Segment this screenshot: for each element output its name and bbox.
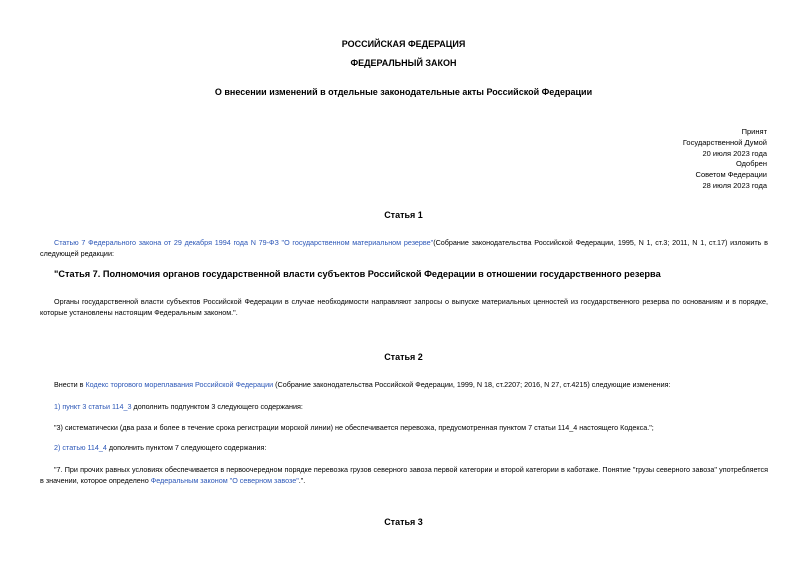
approval-line: Советом Федерации bbox=[695, 170, 767, 180]
paragraph-text: Внести в bbox=[54, 380, 86, 389]
article-1-paragraph-1 bbox=[40, 238, 768, 259]
maritime-code-link[interactable]: Кодекс торгового мореплавания Российской Федерации bbox=[85, 380, 274, 389]
item-number: 2) bbox=[54, 443, 63, 452]
adoption-line: Государственной Думой bbox=[682, 137, 767, 147]
article-1-heading: Статья 1 bbox=[384, 210, 423, 220]
article-2-heading: Статья 2 bbox=[384, 352, 423, 362]
adoption-line: Принят bbox=[741, 127, 767, 136]
law-title: О внесении изменений в отдельные законодательные акты Российской Федерации bbox=[214, 87, 593, 97]
article-2-item-2 bbox=[40, 443, 768, 454]
paragraph-text: (Собрание законодательства Российской Федерации, 1999, N 18, ст.2207; 2016, N 27, ст.4215) следующие изменения: bbox=[273, 380, 671, 389]
adoption-date: 20 июля 2023 года bbox=[702, 148, 767, 158]
paragraph-text: (Собрание законодательства Российской Федерации, 1995, N 1, ст.3; 2011, N 1, ст.17) изложить в следующей редакции: bbox=[40, 238, 768, 258]
doc-type-heading: ФЕДЕРАЛЬНЫЙ ЗАКОН bbox=[350, 58, 457, 68]
paragraph-text: дополнить подпунктом 3 следующего содержания: bbox=[131, 402, 303, 411]
article-2-subitem-3: "3) систематически (два раза и более в течение срока регистрации морской линии) не обеспечивается перевозка, предусмотренная пунктом 7 статьи 114_4 настоящего Кодекса."; bbox=[54, 423, 654, 432]
approval-line: Одобрен bbox=[736, 159, 767, 169]
country-heading: РОССИЙСКАЯ ФЕДЕРАЦИЯ bbox=[341, 39, 466, 49]
law-79fz-link[interactable]: Статью 7 Федерального закона от 29 декабря 1994 года N 79-ФЗ "О государственном материальном резерве" bbox=[54, 238, 434, 247]
article-114-4-link[interactable]: статью 114_4 bbox=[62, 443, 107, 452]
paragraph-text: дополнить пунктом 7 следующего содержания: bbox=[106, 443, 267, 452]
item-number: 1) bbox=[54, 402, 63, 411]
paragraph-text: "7. При прочих равных условиях обеспечивается в первоочередном порядке перевозка грузов северного завоза первой категории и второй категории в каботаже. Понятие "грузы северного завоза" употребляется в значении, которое определено bbox=[40, 465, 768, 485]
article-2-item-1 bbox=[40, 402, 768, 413]
approval-date: 28 июля 2023 года bbox=[702, 180, 767, 190]
adoption-block bbox=[567, 127, 767, 192]
article-2-point-7 bbox=[40, 465, 768, 486]
article-7-subheading: "Статья 7. Полномочия органов государственной власти субъектов Российской Федерации в отношении государственного резерва bbox=[54, 269, 661, 279]
article-3-heading: Статья 3 bbox=[384, 517, 423, 527]
article-2-paragraph-1 bbox=[40, 380, 768, 391]
paragraph-text: .". bbox=[298, 475, 306, 485]
article-114-3-link[interactable]: пункт 3 статьи 114_3 bbox=[62, 402, 132, 411]
article-1-paragraph-2: Органы государственной власти субъектов Российской Федерации в случае необходимости направляют запросы о выпуске материальных ценностей из государственного резерва по основаниям и в порядке, которые установлены настоящим Федеральным законом.". bbox=[40, 297, 768, 317]
northern-delivery-law-link[interactable]: Федеральным законом "О северном завозе" bbox=[150, 475, 299, 485]
